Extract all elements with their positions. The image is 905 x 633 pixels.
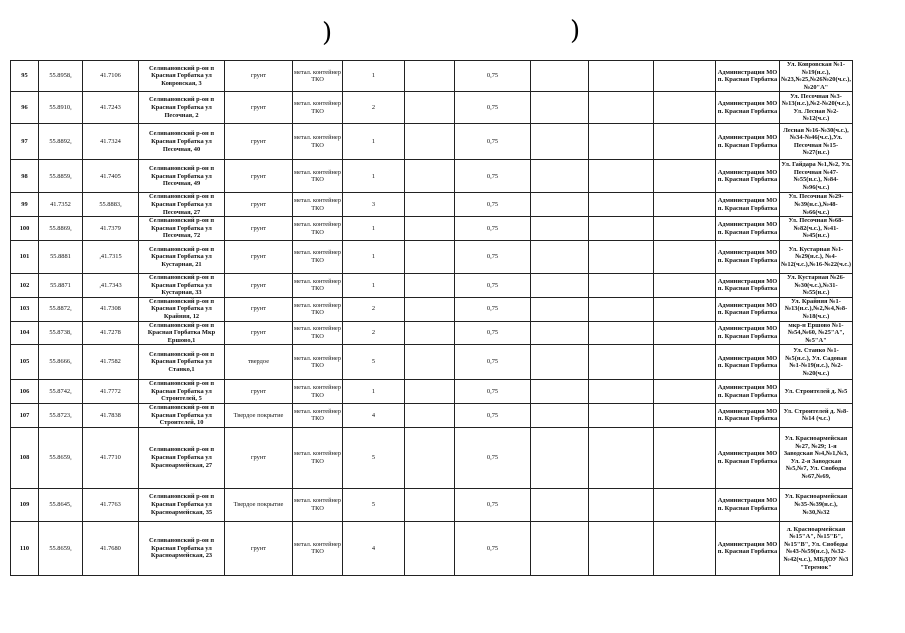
empty-cell xyxy=(531,380,589,404)
table-row xyxy=(11,92,853,124)
volume-cell: 0,75 xyxy=(455,240,531,273)
surface-cell: грунт xyxy=(225,521,293,575)
surface-cell: грунт xyxy=(225,160,293,193)
empty-cell xyxy=(654,345,716,380)
container-type-cell: метал. контейнер ТКО xyxy=(293,297,343,321)
address-cell: Селивановский р-он п Красная Горбатка ул Красноармейская, 35 xyxy=(139,488,225,521)
address-cell: Селивановский р-он п Красная Горбатка ул Песочная, 49 xyxy=(139,160,225,193)
longitude-cell: 41.7308 xyxy=(83,297,139,321)
owner-cell: Администрация МО п. Красная Горбатка xyxy=(716,321,780,345)
longitude-cell: 41.7838 xyxy=(83,404,139,428)
empty-cell xyxy=(405,321,455,345)
page-header-marks xyxy=(0,14,905,48)
container-type-cell: метал. контейнер ТКО xyxy=(293,240,343,273)
container-count-cell: 1 xyxy=(343,61,405,92)
row-number: 96 xyxy=(11,92,39,124)
table-row xyxy=(11,488,853,521)
container-count-cell: 4 xyxy=(343,521,405,575)
served-addresses-cell: Ул. Песочная №3-№13(н.с.),№2-№20(ч.с.), Ул. Лесная №2-№12(ч.с.) xyxy=(780,92,853,124)
latitude-cell: 55.8871 xyxy=(39,273,83,297)
empty-cell xyxy=(654,240,716,273)
empty-cell xyxy=(654,92,716,124)
owner-cell: Администрация МО п. Красная Горбатка xyxy=(716,92,780,124)
latitude-cell: 55.8723, xyxy=(39,404,83,428)
empty-cell xyxy=(589,297,654,321)
container-count-cell: 2 xyxy=(343,321,405,345)
empty-cell xyxy=(589,488,654,521)
container-count-cell: 1 xyxy=(343,124,405,160)
container-count-cell: 5 xyxy=(343,345,405,380)
owner-cell: Администрация МО п. Красная Горбатка xyxy=(716,427,780,488)
empty-cell xyxy=(589,380,654,404)
surface-cell: грунт xyxy=(225,61,293,92)
empty-cell xyxy=(589,160,654,193)
empty-cell xyxy=(531,427,589,488)
served-addresses-cell: Ул. Ковровская №1-№19(н.с.), №23,№25,№26№20(ч.с.), №20"А" xyxy=(781,61,851,91)
empty-cell xyxy=(531,488,589,521)
owner-cell: Администрация МО п. Красная Горбатка xyxy=(716,521,780,575)
address-cell: Селивановский р-он п Красная Горбатка ул Кустарная, 21 xyxy=(139,240,225,273)
address-cell: Селивановский р-он п Красная Горбатка ул Кустарная, 33 xyxy=(139,273,225,297)
table-row xyxy=(11,124,853,160)
container-type-cell: метал. контейнер ТКО xyxy=(293,193,343,217)
container-count-cell: 1 xyxy=(343,240,405,273)
row-number: 103 xyxy=(11,297,39,321)
empty-cell xyxy=(405,273,455,297)
container-type-cell: метал. контейнер ТКО xyxy=(293,124,343,160)
latitude-cell: 55.8738, xyxy=(39,321,83,345)
empty-cell xyxy=(531,240,589,273)
empty-cell xyxy=(405,240,455,273)
served-addresses-cell: л. Красноармейская №15"А", №15"Б", №15"В", Ул. Свободы №43-№59(н.с.), №32-№42(ч.с.), МБДОУ №3 "Теремок" xyxy=(780,521,853,575)
empty-cell xyxy=(405,427,455,488)
row-number: 104 xyxy=(11,321,39,345)
row-number: 101 xyxy=(11,240,39,273)
empty-cell xyxy=(531,160,589,193)
empty-cell xyxy=(654,380,716,404)
empty-cell xyxy=(589,124,654,160)
served-addresses-cell: Ул. Песочная №68-№82(ч.с.), №41-№45(н.с.) xyxy=(780,217,853,241)
longitude-cell: 41.7379 xyxy=(83,217,139,241)
surface-cell: грунт xyxy=(225,427,293,488)
empty-cell xyxy=(405,160,455,193)
latitude-cell: 55.8666, xyxy=(39,345,83,380)
empty-cell xyxy=(405,345,455,380)
empty-cell xyxy=(654,488,716,521)
container-sites-table xyxy=(10,60,853,576)
empty-cell xyxy=(589,193,654,217)
longitude-cell: 41.7680 xyxy=(83,521,139,575)
container-type-cell: метал. контейнер ТКО xyxy=(293,321,343,345)
volume-cell: 0,75 xyxy=(455,427,531,488)
container-type-cell: метал. контейнер ТКО xyxy=(293,521,343,575)
longitude-cell: 41.7405 xyxy=(83,160,139,193)
empty-cell xyxy=(654,193,716,217)
container-type-cell: метал. контейнер ТКО xyxy=(293,488,343,521)
volume-cell: 0,75 xyxy=(455,273,531,297)
container-count-cell: 2 xyxy=(343,297,405,321)
table-row xyxy=(11,160,853,193)
address-cell: Селивановский р-он п Красная Горбатка ул Красноармейская, 27 xyxy=(139,427,225,488)
longitude-cell: ,41.7343 xyxy=(83,273,139,297)
volume-cell: 0,75 xyxy=(455,92,531,124)
empty-cell xyxy=(531,297,589,321)
container-count-cell: 4 xyxy=(343,404,405,428)
address-cell: Селивановский р-он п Красная Горбатка ул Строителей, 5 xyxy=(139,380,225,404)
table-row xyxy=(11,240,853,273)
empty-cell xyxy=(405,193,455,217)
longitude-cell: 41.7710 xyxy=(83,427,139,488)
address-cell: Селивановский р-он п Красная Горбатка ул Строителей, 10 xyxy=(139,404,225,428)
empty-cell xyxy=(531,321,589,345)
longitude-cell: 41.7106 xyxy=(83,61,139,92)
table-row xyxy=(11,321,853,345)
longitude-cell: 41.7763 xyxy=(83,488,139,521)
address-cell: Селивановский р-он п Красная Горбатка Мкр Ершово,1 xyxy=(139,321,225,345)
row-number: 95 xyxy=(11,61,39,92)
latitude-cell: 55.8958, xyxy=(39,61,83,92)
empty-cell xyxy=(654,321,716,345)
empty-cell xyxy=(589,521,654,575)
volume-cell: 0,75 xyxy=(455,217,531,241)
table-row xyxy=(11,273,853,297)
surface-cell: грунт xyxy=(225,321,293,345)
volume-cell: 0,75 xyxy=(455,345,531,380)
container-count-cell: 5 xyxy=(343,427,405,488)
latitude-cell: 55.8881 xyxy=(39,240,83,273)
empty-cell xyxy=(654,217,716,241)
container-type-cell: метал. контейнер ТКО xyxy=(293,92,343,124)
row-number: 108 xyxy=(11,427,39,488)
owner-cell: Администрация МО п. Красная Горбатка xyxy=(716,404,780,428)
empty-cell xyxy=(405,488,455,521)
longitude-cell: ,41.7315 xyxy=(83,240,139,273)
volume-cell: 0,75 xyxy=(455,488,531,521)
served-addresses-cell: Ул. Крайняя №1-№13(н.с.),№2,№4,№8-№18(ч.с.) xyxy=(780,297,853,321)
container-type-cell: метал. контейнер ТКО xyxy=(293,217,343,241)
empty-cell xyxy=(531,521,589,575)
table-row xyxy=(11,345,853,380)
latitude-cell: 55.8910, xyxy=(39,92,83,124)
longitude-cell: 41.7324 xyxy=(83,124,139,160)
empty-cell xyxy=(589,404,654,428)
empty-cell xyxy=(405,92,455,124)
volume-cell: 0,75 xyxy=(455,160,531,193)
surface-cell: грунт xyxy=(225,273,293,297)
owner-cell: Администрация МО п. Красная Горбатка xyxy=(716,273,780,297)
surface-cell: грунт xyxy=(225,240,293,273)
volume-cell: 0,75 xyxy=(455,521,531,575)
volume-cell: 0,75 xyxy=(455,321,531,345)
empty-cell xyxy=(531,92,589,124)
empty-cell xyxy=(405,61,455,92)
owner-cell: Администрация МО п. Красная Горбатка xyxy=(716,297,780,321)
empty-cell xyxy=(654,124,716,160)
empty-cell xyxy=(589,92,654,124)
served-addresses-cell: Ул. Кустарная №1-№29(н.с.), №4-№12(ч.с.),№16-№22(ч.с.) xyxy=(780,240,853,273)
table-row xyxy=(11,217,853,241)
longitude-cell: 41.7772 xyxy=(83,380,139,404)
served-addresses-cell: Ул. Красноармейская №35-№39(н.с.),№30,№32 xyxy=(780,488,853,521)
owner-cell: Администрация МО п. Красная Горбатка xyxy=(716,193,780,217)
surface-cell: твердое xyxy=(225,345,293,380)
owner-cell: Администрация МО п. Красная Горбатка xyxy=(716,345,780,380)
container-type-cell: метал. контейнер ТКО xyxy=(293,160,343,193)
container-count-cell: 1 xyxy=(343,217,405,241)
empty-cell xyxy=(531,193,589,217)
surface-cell: Твердое покрытие xyxy=(225,488,293,521)
surface-cell: грунт xyxy=(225,380,293,404)
table-row xyxy=(11,61,853,92)
empty-cell xyxy=(589,61,654,92)
container-type-cell: метал. контейнер ТКО xyxy=(293,380,343,404)
row-number: 109 xyxy=(11,488,39,521)
container-type-cell: метал. контейнер ТКО xyxy=(293,427,343,488)
served-addresses-cell: Ул. Строителей д. №8-№14 (ч.с.) xyxy=(780,404,853,428)
served-addresses-cell: Лесная №16-№30(ч.с.),№34-№46(ч.с.),Ул. Песочная №15-№27(н.с.) xyxy=(780,124,853,160)
surface-cell: Твердое покрытие xyxy=(225,404,293,428)
row-number: 97 xyxy=(11,124,39,160)
latitude-cell: 55.8872, xyxy=(39,297,83,321)
latitude-cell: 55.8869, xyxy=(39,217,83,241)
owner-cell: Администрация МО п. Красная Горбатка xyxy=(716,380,780,404)
volume-cell: 0,75 xyxy=(455,193,531,217)
served-addresses-cell: Ул. Гайдара №1,№2, Ул. Песочная №47-№55(н.с.), №84-№96(ч.с.) xyxy=(781,161,851,191)
longitude-cell: 41.7243 xyxy=(83,92,139,124)
address-cell: Селивановский р-он п Красная Горбатка ул Ковровская, 3 xyxy=(139,61,225,92)
empty-cell xyxy=(405,297,455,321)
empty-cell xyxy=(654,160,716,193)
address-cell: Селивановский р-он п Красная Горбатка ул Красноармейская, 23 xyxy=(139,521,225,575)
empty-cell xyxy=(589,427,654,488)
latitude-cell: 41.7352 xyxy=(39,193,83,217)
row-number: 100 xyxy=(11,217,39,241)
row-number: 107 xyxy=(11,404,39,428)
row-number: 99 xyxy=(11,193,39,217)
empty-cell xyxy=(589,240,654,273)
table-row xyxy=(11,521,853,575)
address-cell: Селивановский р-он п Красная Горбатка ул Крайняя, 12 xyxy=(139,297,225,321)
empty-cell xyxy=(405,217,455,241)
served-addresses-cell: Ул. Строителей д. №5 xyxy=(780,380,853,404)
latitude-cell: 55.8659, xyxy=(39,427,83,488)
empty-cell xyxy=(531,61,589,92)
empty-cell xyxy=(531,217,589,241)
served-addresses-cell: Ул. Песочная №29-№39(н.с.),№48-№66(ч.с.) xyxy=(780,193,853,217)
container-type-cell: метал. контейнер ТКО xyxy=(293,273,343,297)
empty-cell xyxy=(531,404,589,428)
empty-cell xyxy=(654,427,716,488)
longitude-cell: 41.7278 xyxy=(83,321,139,345)
empty-cell xyxy=(589,345,654,380)
empty-cell xyxy=(589,321,654,345)
empty-cell xyxy=(531,124,589,160)
container-count-cell: 1 xyxy=(343,160,405,193)
table-row xyxy=(11,193,853,217)
latitude-cell: 55.8742, xyxy=(39,380,83,404)
empty-cell xyxy=(654,404,716,428)
empty-cell xyxy=(654,521,716,575)
row-number: 106 xyxy=(11,380,39,404)
table-row xyxy=(11,297,853,321)
page-mark-left: ) xyxy=(322,18,333,48)
container-count-cell: 5 xyxy=(343,488,405,521)
address-cell: Селивановский р-он п Красная Горбатка ул Песочная, 27 xyxy=(139,193,225,217)
container-count-cell: 1 xyxy=(343,273,405,297)
latitude-cell: 55.8659, xyxy=(39,521,83,575)
empty-cell xyxy=(405,380,455,404)
surface-cell: грунт xyxy=(225,297,293,321)
owner-cell: Администрация МО п. Красная Горбатка xyxy=(716,240,780,273)
served-addresses-cell: Ул. Станко №1-№5(н.с.), Ул. Садовая №1-№19(н.с.), №2-№20(ч.с.) xyxy=(780,345,853,380)
container-type-cell: метал. контейнер ТКО xyxy=(293,404,343,428)
address-cell: Селивановский р-он п Красная Горбатка ул Станко,1 xyxy=(139,345,225,380)
owner-cell: Администрация МО п. Красная Горбатка xyxy=(716,124,780,160)
address-cell: Селивановский р-он п Красная Горбатка ул Песочная, 72 xyxy=(139,217,225,241)
container-type-cell: метал. контейнер ТКО xyxy=(293,61,343,92)
row-number: 105 xyxy=(11,345,39,380)
surface-cell: грунт xyxy=(225,193,293,217)
surface-cell: грунт xyxy=(225,92,293,124)
container-count-cell: 1 xyxy=(343,380,405,404)
row-number: 110 xyxy=(11,521,39,575)
longitude-cell: 55.8883, xyxy=(83,193,139,217)
volume-cell: 0,75 xyxy=(455,297,531,321)
served-addresses-cell: Ул. Красноармейская №27, №29; 1-я Заводская №4,№1,№3, Ул. 2-я Заводская №5,№7, Ул. Свободы №67,№69, xyxy=(780,427,853,488)
empty-cell xyxy=(654,297,716,321)
table-row xyxy=(11,427,853,488)
owner-cell: Администрация МО п. Красная Горбатка xyxy=(716,61,780,92)
surface-cell: грунт xyxy=(225,124,293,160)
empty-cell xyxy=(531,273,589,297)
row-number: 98 xyxy=(11,160,39,193)
container-count-cell: 3 xyxy=(343,193,405,217)
empty-cell xyxy=(589,217,654,241)
latitude-cell: 55.8859, xyxy=(39,160,83,193)
volume-cell: 0,75 xyxy=(455,61,531,92)
surface-cell: грунт xyxy=(225,217,293,241)
container-count-cell: 2 xyxy=(343,92,405,124)
empty-cell xyxy=(654,273,716,297)
served-addresses-cell: мкр-н Ершово №1-№54,№60, №25"А", №5"А" xyxy=(780,321,853,345)
empty-cell xyxy=(405,404,455,428)
empty-cell xyxy=(531,345,589,380)
empty-cell xyxy=(405,521,455,575)
volume-cell: 0,75 xyxy=(455,124,531,160)
table-row xyxy=(11,404,853,428)
container-type-cell: метал. контейнер ТКО xyxy=(293,345,343,380)
volume-cell: 0,75 xyxy=(455,404,531,428)
owner-cell: Администрация МО п. Красная Горбатка xyxy=(716,488,780,521)
owner-cell: Администрация МО п. Красная Горбатка xyxy=(716,160,780,193)
empty-cell xyxy=(589,273,654,297)
empty-cell xyxy=(405,124,455,160)
latitude-cell: 55.8892, xyxy=(39,124,83,160)
served-addresses-cell: Ул. Кустарная №26-№30(ч.с.),№31-№55(н.с.) xyxy=(780,273,853,297)
owner-cell: Администрация МО п. Красная Горбатка xyxy=(716,217,780,241)
latitude-cell: 55.8645, xyxy=(39,488,83,521)
longitude-cell: 41.7582 xyxy=(83,345,139,380)
address-cell: Селивановский р-он п Красная Горбатка ул Песочная, 40 xyxy=(139,124,225,160)
page-mark-right: ) xyxy=(570,16,581,46)
empty-cell xyxy=(654,61,716,92)
row-number: 102 xyxy=(11,273,39,297)
address-cell: Селивановский р-он п Красная Горбатка ул Песочная, 2 xyxy=(139,92,225,124)
table-row xyxy=(11,380,853,404)
volume-cell: 0,75 xyxy=(455,380,531,404)
